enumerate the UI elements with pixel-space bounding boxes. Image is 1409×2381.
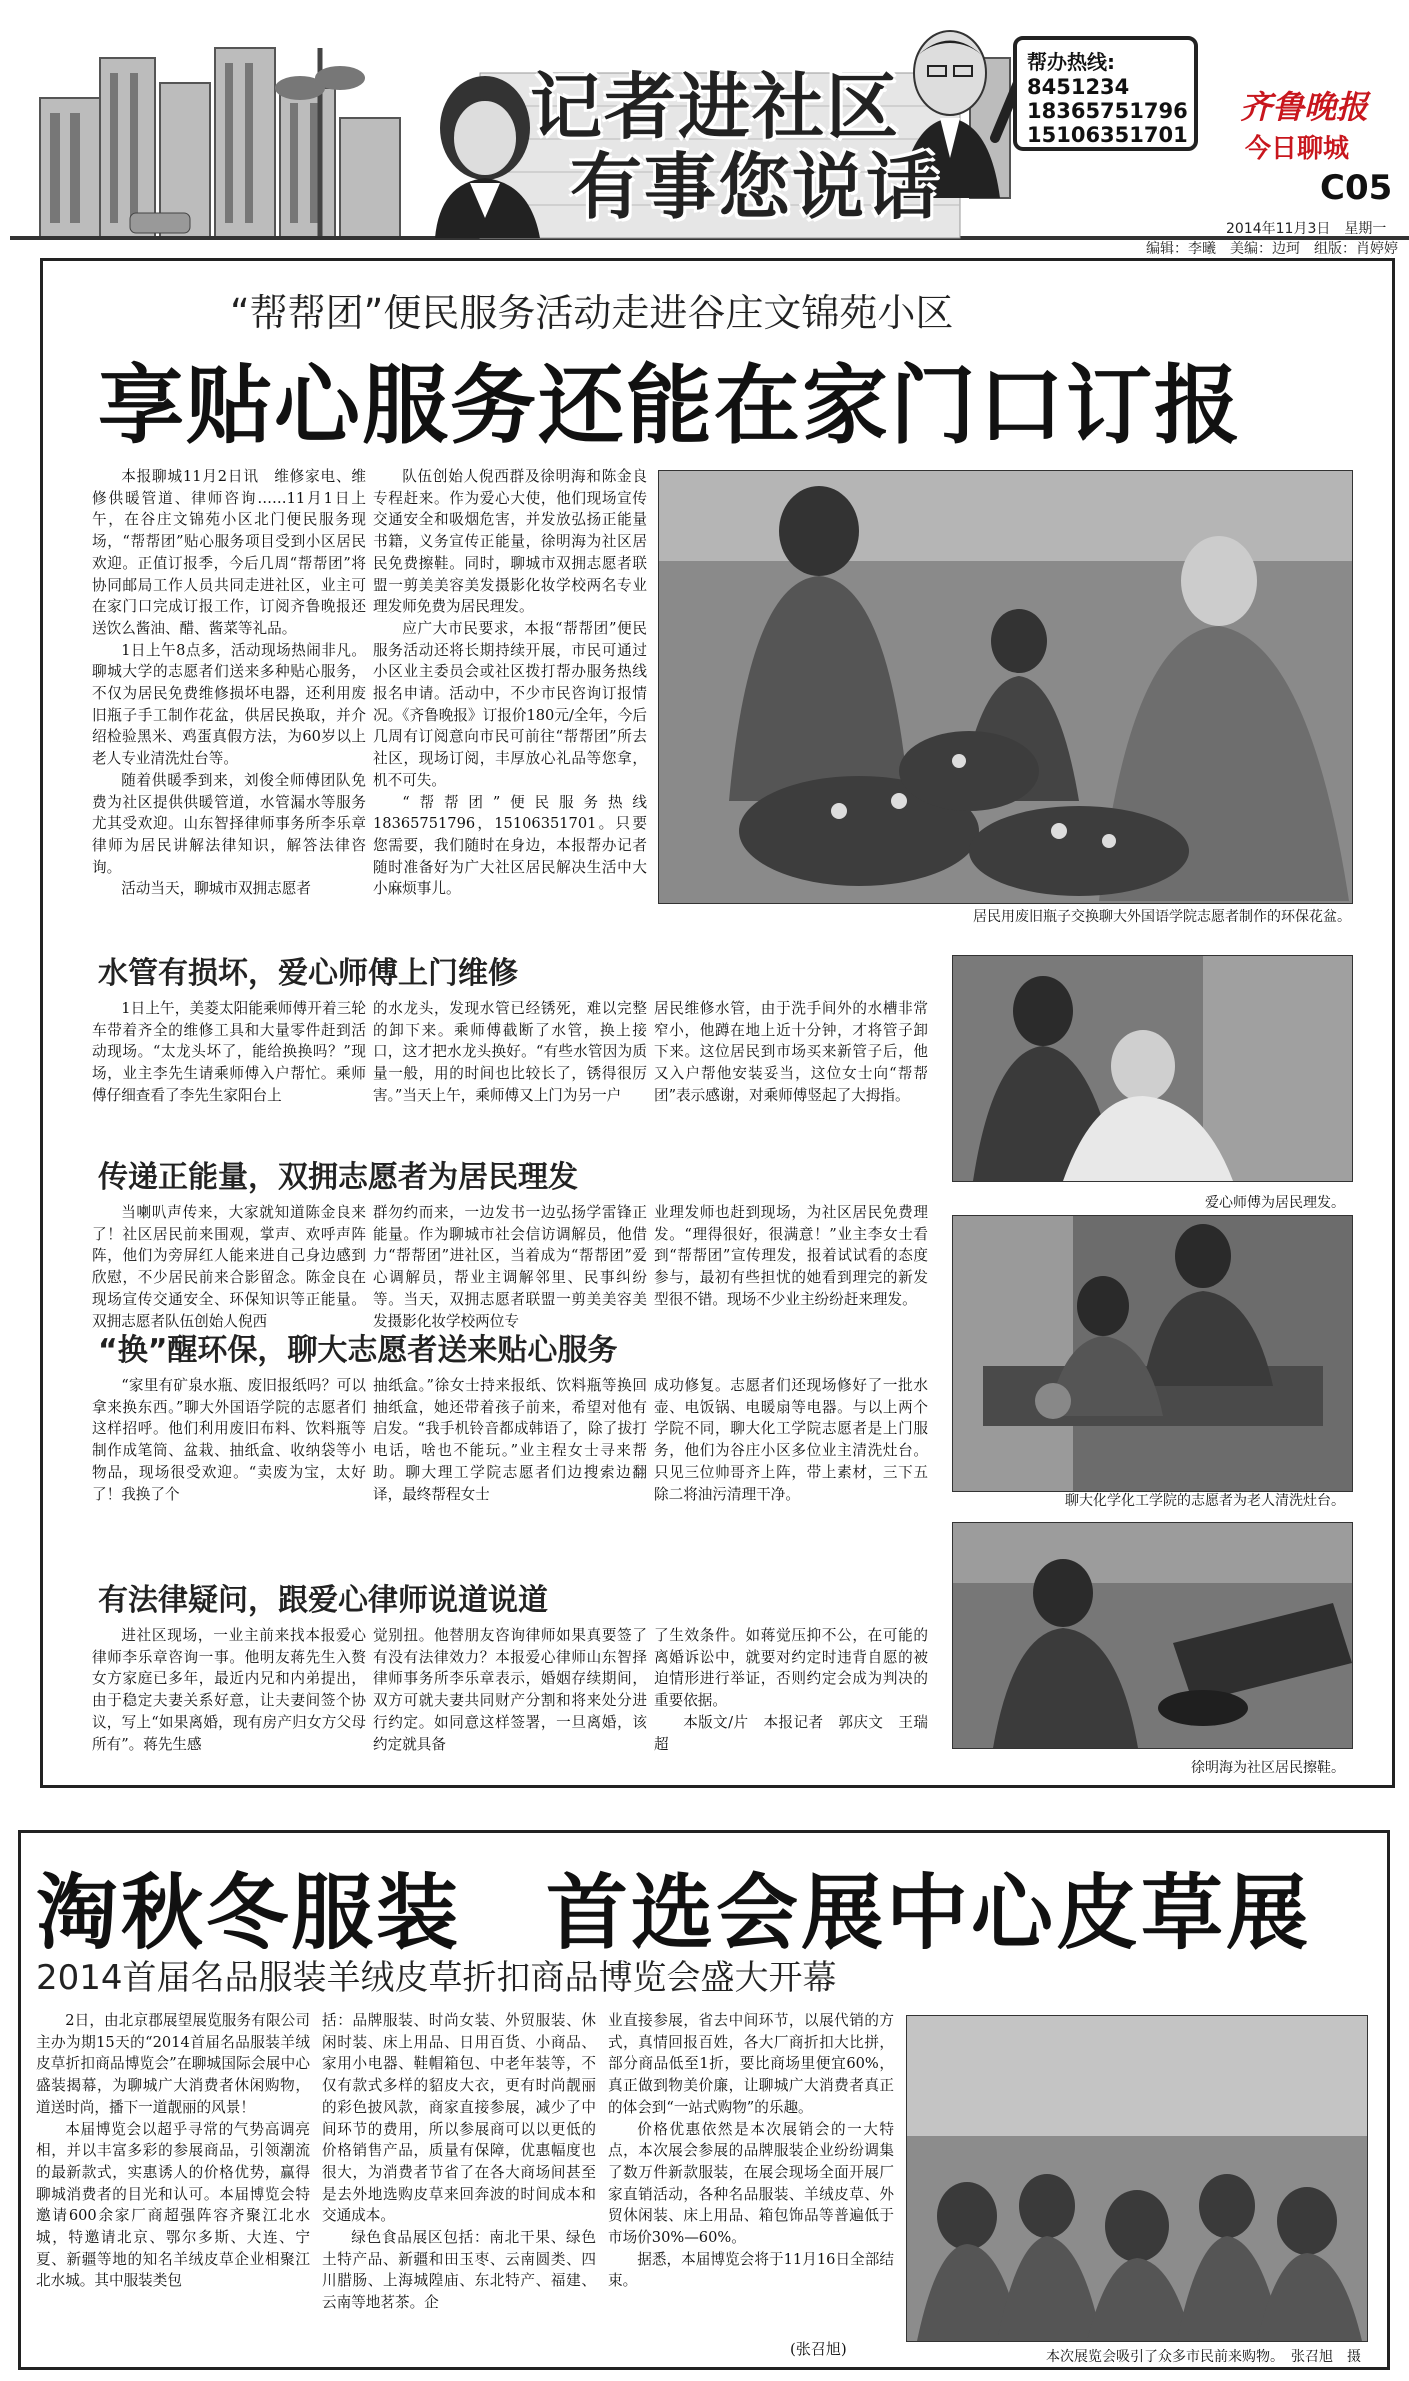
issue-date: 2014年11月3日 星期一 [1226, 221, 1387, 237]
page-code: C05 [1320, 168, 1393, 208]
article-headline: 享贴心服务还能在家门口订报 [98, 356, 1242, 456]
article-column [373, 998, 647, 1107]
photo-flower-pots [658, 470, 1353, 904]
paragraph: 随着供暖季到来，刘俊全师傅团队免费为社区提供供暖管道，水管漏水等服务尤其受欢迎。山东智择律师事务所李乐章律师为居民讲解法律知识，解答法律咨询。 [92, 771, 366, 876]
paragraph: 业理发师也赶到现场，为社区居民免费理发。“理得很好，很满意！”业主李女士看到“帮帮团”宣传理发，报着试试看的态度参与，最初有些担忧的她看到理完的新发型很不错。现场不少业主纷纷赶来理发。 [654, 1204, 928, 1308]
article-column [608, 2010, 894, 2292]
paragraph: 当喇叭声传来，大家就知道陈金良来了！社区居民前来围观，掌声、欢呼声阵阵，他们为旁屏红人能来进自己身边感到欣慰，不少居民前来合影留念。陈金良在现场宣传交通安全、环保知识等正能量。双拥志愿者队伍创始人倪西 [92, 1204, 366, 1330]
paragraph: 1日上午8点多，活动现场热闹非凡。聊城大学的志愿者们送来多种贴心服务，不仅为居民免费维修损坏电器，还利用废旧瓶子手工制作花盆，供居民换取，并介绍检验黑米、鸡蛋真假方法，为60岁以上老人专业清洗灶台等。 [92, 641, 366, 768]
paragraph: 居民维修水管，由于洗手间外的水槽非常窄小，他蹲在地上近十分钟，才将管子卸下来。这位居民到市场买来新管子后，他又入户帮他安装妥当，这位女士向“帮帮团”表示感谢，对乘师傅竖起了大拇指。 [654, 1000, 928, 1104]
paragraph: 价格优惠依然是本次展销会的一大特点，本次展会参展的品牌服装企业纷纷调集了数万件新款服装，在展会现场全面开展厂家直销活动，各种名品服装、羊绒皮草、外贸休闲装、床上用品、箱包饰品等普遍低于市场价30%—60%。 [608, 2120, 894, 2247]
photo-caption: 爱心师傅为居民理发。 [1205, 1195, 1345, 1211]
article-column [654, 1202, 928, 1311]
paragraph: 的水龙头，发现水管已经锈死，难以完整的卸下来。乘师傅截断了水管，换上接口，这才把水龙头换好。“有些水管因为质量一般，用的时间也比较长了，锈得很厉害。”当天上午，乘师傅又上门为另一户 [373, 1000, 647, 1104]
paragraph: 括：品牌服装、时尚女装、外贸服装、休闲时装、床上用品、日用百货、小商品、家用小电器、鞋帽箱包、中老年装等，不仅有款式多样的貂皮大衣，更有时尚靓丽的彩色披风款，商家直接参展，减少了中间环节的费用，所以参展商可以以更低的价格销售产品，质量有保障，优惠幅度也很大，为消费者节省了在各大商场间甚至是去外地选购皮草来回奔波的时间成本和交通成本。 [322, 2012, 596, 2225]
section-name: 今日聊城 [1245, 134, 1350, 164]
article-column [92, 1202, 366, 1332]
paragraph: 了生效条件。如蒋觉压抑不公，在可能的离婚诉讼中，就要对约定时违背自愿的被迫情形进行举证，否则约定会成为判决的重要依据。 [654, 1627, 928, 1710]
hotline-number: 18365751796 [1027, 99, 1188, 123]
section-heading: 传递正能量，双拥志愿者为居民理发 [98, 1160, 578, 1195]
article-column [92, 466, 366, 900]
editor-credits: 编辑：李曦 美编：边珂 组版：肖婷婷 [1146, 241, 1398, 257]
photo-caption: 居民用废旧瓶子交换聊大外国语学院志愿者制作的环保花盆。 [973, 909, 1351, 925]
paragraph: 觉别扭。他替朋友咨询律师如果真要签了有没有法律效力？本报爱心律师山东智择律师事务所李乐章表示，婚姻存续期间，双方可就夫妻共同财产分割和将来处分进行约定。如同意这样签署，一旦离婚，该约定就具备 [373, 1627, 647, 1753]
section-heading: 水管有损坏，爱心师傅上门维修 [98, 956, 518, 991]
article-column [92, 1625, 366, 1755]
article-kicker: “帮帮团”便民服务活动走进谷庄文锦苑小区 [230, 291, 954, 335]
byline: 本版文/片 本报记者 郭庆文 王瑞超 [654, 1713, 928, 1753]
article-column [654, 1625, 928, 1755]
paragraph: 活动当天，聊城市双拥志愿者 [121, 880, 311, 898]
photo-caption: 徐明海为社区居民擦鞋。 [1191, 1760, 1345, 1776]
article-column [92, 1375, 366, 1505]
article-column [373, 1625, 647, 1755]
banner-title-line2: 有事您说话 [570, 145, 941, 229]
photo-exhibition-crowd [906, 2015, 1368, 2342]
paragraph: “家里有矿泉水瓶、废旧报纸吗？可以拿来换东西。”聊大外国语学院的志愿者们这样招呼。他们利用废旧布料、饮料瓶等制作成笔筒、盆栽、抽纸盒、收纳袋等小物品，现场很受欢迎。“卖废为宝，太好了！我换了个 [92, 1377, 366, 1503]
paragraph: 2日，由北京郡展望展览服务有限公司主办为期15天的“2014首届名品服装羊绒皮草折扣商品博览会”在聊城国际会展中心盛装揭幕，为聊城广大消费者休闲购物，道送时尚，播下一道靓丽的风景！ [36, 2012, 310, 2116]
hotline-number: 8451234 [1027, 75, 1130, 99]
newspaper-brand: 齐鲁晚报 [1240, 88, 1369, 126]
paragraph: 1日上午，美菱太阳能乘师傅开着三轮车带着齐全的维修工具和大量零件赶到活动现场。“太龙头坏了，能给换换吗？”现场，业主李先生请乘师傅入户帮忙。乘师傅仔细查看了李先生家阳台上 [92, 1000, 366, 1104]
paragraph: 抽纸盒。”徐女士持来报纸、饮料瓶等换回抽纸盒，她还带着孩子前来，希望对他有启发。“我手机铃音都成韩语了，除了拔打电话，啥也不能玩。”业主程女士寻来帮助。聊大理工学院志愿者们边搜索边翻译，最终帮程女士 [373, 1377, 647, 1503]
advert-credit: (张召旭) [790, 2340, 847, 2358]
article-column [36, 2010, 310, 2292]
article-column [373, 1202, 647, 1332]
paragraph: 进社区现场，一业主前来找本报爱心律师李乐章咨询一事。他明友蒋先生入赘女方家庭已多年，最近内兄和内弟提出，由于稳定夫妻关系好意，让夫妻间签个协议，写上“如果离婚，现有房产归女方父母所有”。蒋先生感 [92, 1627, 366, 1753]
hotline-number: 15106351701 [1027, 123, 1188, 147]
photo-shoe-shining [952, 1522, 1353, 1749]
paragraph: 应广大市民要求，本报“帮帮团”便民服务活动还将长期持续开展，市民可通过小区业主委员会或社区拨打帮办服务热线报名申请。活动中，不少市民咨询订报情况。《齐鲁晚报》订报价180元/全年，今后几周有订阅意向市民可前往“帮帮团”所去社区，现场订阅，丰厚放心礼品等您拿，机不可失。 [373, 619, 647, 789]
paragraph: 成功修复。志愿者们还现场修好了一批水壶、电饭锅、电暖扇等电器。与以上两个学院不同，聊大化工学院志愿者是上门服务，他们为谷庄小区多位业主清洗灶台。只见三位帅哥齐上阵，带上素材，三下五除二将油污清理干净。 [654, 1377, 928, 1503]
paragraph: 绿色食品展区包括：南北干果、绿色土特产品、新疆和田玉枣、云南圆类、四川腊肠、上海城隍庙、东北特产、福建、云南等地茗茶。企 [322, 2229, 596, 2312]
photo-stove-cleaning [952, 1215, 1353, 1492]
paragraph: 队伍创始人倪西群及徐明海和陈金良专程赶来。作为爱心大使，他们现场宣传交通安全和吸烟危害，并发放弘扬正能量书籍，义务宣传正能量，徐明海为社区居民免费擦鞋。同时，聊城市双拥志愿者联盟一剪美美容美发摄影化妆学校两名专业理发师免费为居民理发。 [373, 468, 647, 616]
photo-caption: 本次展览会吸引了众多市民前来购物。 张召旭 摄 [1046, 2349, 1361, 2365]
article-column [92, 998, 366, 1107]
hotline-box [1013, 36, 1198, 151]
paragraph: 本报聊城11月2日讯 维修家电、维修供暖管道、律师咨询……11月1日上午，在谷庄文锦苑小区北门便民服务现场，“帮帮团”贴心服务项目受到小区居民欢迎。正值订报季，今后几周“帮帮团”将协同邮局工作人员共同走进社区，业主可在家门口完成订报工作，订阅齐鲁晚报还送饮么酱油、醋、酱菜等礼品。 [92, 468, 366, 637]
photo-caption: 聊大化学化工学院的志愿者为老人清洗灶台。 [1065, 1493, 1345, 1509]
advert-headline: 淘秋冬服装 首选会展中心皮草展 [36, 1866, 1312, 1961]
paragraph: 群勿约而来，一边发书一边弘扬学雷锋正能量。作为聊城市社会信访调解员，他借力“帮帮团”进社区，当着成为“帮帮团”爱心调解员，帮业主调解邻里、民事纠纷等。当天，双拥志愿者联盟一剪美美容美发摄影化妆学校两位专 [373, 1204, 647, 1330]
article-column [373, 466, 647, 900]
article-column [654, 1375, 928, 1505]
article-column [654, 998, 928, 1107]
paragraph: 本届博览会以超乎寻常的气势高调亮相，并以丰富多彩的参展商品，引领潮流的最新款式，实惠诱人的价格优势，赢得聊城消费者的目光和认可。本届博览会特邀请600余家厂商超强阵容齐聚江北水城，特邀请北京、鄂尔多斯、大连、宁夏、新疆等地的知名羊绒皮草企业相聚江北水城。其中服装类包 [36, 2120, 310, 2290]
section-heading: 有法律疑问，跟爱心律师说道说道 [98, 1583, 548, 1618]
article-column [373, 1375, 647, 1505]
paragraph: 业直接参展，省去中间环节，以展代销的方式，真情回报百姓，各大厂商折扣大比拼，部分商品低至1折，要比商场里便宜60%，真正做到物美价廉，让聊城广大消费者真正的体会到“一站式购物”的乐趣。 [608, 2012, 894, 2116]
hotline-title: 帮办热线: [1027, 50, 1115, 74]
advert-subhead: 2014首届名品服装羊绒皮草折扣商品博览会盛大开幕 [36, 1958, 837, 1998]
section-heading: “换”醒环保，聊大志愿者送来贴心服务 [98, 1333, 618, 1368]
paragraph: “帮帮团”便民服务热线18365751796，15106351701。只要您需要，我们随时在身边，本报帮办记者随时准备好为广大社区居民解决生活中大小麻烦事儿。 [373, 793, 647, 898]
photo-haircut [952, 955, 1353, 1182]
article-column [322, 2010, 596, 2314]
paragraph: 据悉，本届博览会将于11月16日全部结束。 [608, 2250, 894, 2290]
banner-title-line1: 记者进社区 [530, 65, 901, 149]
